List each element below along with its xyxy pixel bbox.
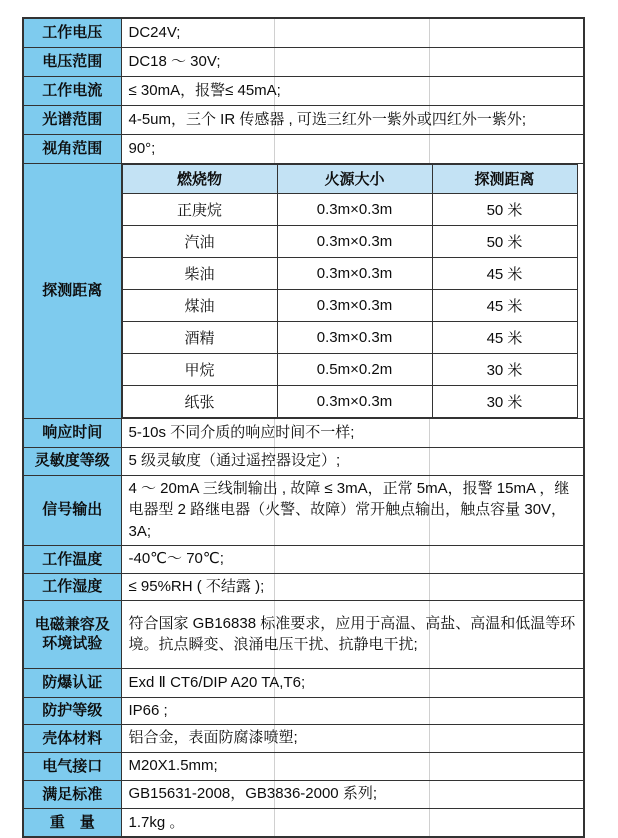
detection-row (122, 321, 577, 353)
detection-header-row (122, 164, 577, 193)
spec-label: 灵敏度等级 (23, 447, 121, 475)
spec-row (23, 105, 584, 134)
spec-label: 光谱范围 (23, 105, 121, 134)
spec-label: 工作温度 (23, 545, 121, 573)
detection-row (122, 289, 577, 321)
spec-label: 电压范围 (23, 47, 121, 76)
spec-row (23, 475, 584, 545)
spec-table (22, 17, 585, 838)
detection-cell: 50 米 (432, 225, 577, 257)
spec-value: Exd Ⅱ CT6/DIP A20 TA,T6; (121, 668, 584, 697)
detection-cell: 煤油 (122, 289, 277, 321)
spec-row (23, 668, 584, 697)
detection-area (121, 163, 584, 418)
detection-cell: 甲烷 (122, 353, 277, 385)
spec-row (23, 18, 584, 47)
spec-row (23, 447, 584, 475)
spec-value: 铝合金，表面防腐漆喷塑; (121, 724, 584, 752)
spec-label: 响应时间 (23, 418, 121, 447)
spec-value: -40℃～ 70℃; (121, 545, 584, 573)
detection-cell: 50 米 (432, 193, 577, 225)
spec-row (23, 418, 584, 447)
detection-cell: 0.3m×0.3m (277, 321, 432, 353)
spec-label: 视角范围 (23, 134, 121, 163)
spec-row (23, 697, 584, 724)
spec-value: IP66 ; (121, 697, 584, 724)
spec-row (23, 752, 584, 780)
detection-cell: 0.3m×0.3m (277, 257, 432, 289)
detection-cell: 汽油 (122, 225, 277, 257)
spec-value: 4 ～ 20mA 三线制输出 , 故障 ≤ 3mA，正常 5mA，报警 15mA ，继电器型 2 路继电器（火警、故障）常开触点输出，触点容量 30V，3A; (121, 475, 584, 545)
spec-row (23, 780, 584, 808)
spec-label: 电气接口 (23, 752, 121, 780)
spec-sheet (22, 17, 585, 838)
spec-label: 工作电流 (23, 76, 121, 105)
spec-value: DC24V; (121, 18, 584, 47)
spec-label: 防护等级 (23, 697, 121, 724)
spec-row (23, 600, 584, 668)
detection-cell: 30 米 (432, 353, 577, 385)
detection-cell: 45 米 (432, 289, 577, 321)
spec-value: ≤ 30mA，报警≤ 45mA; (121, 76, 584, 105)
spec-label: 重 量 (23, 808, 121, 837)
detection-header-distance: 探测距离 (432, 164, 577, 193)
detection-cell: 柴油 (122, 257, 277, 289)
spec-label: 壳体材料 (23, 724, 121, 752)
spec-row (23, 47, 584, 76)
detection-row (122, 225, 577, 257)
detection-cell: 纸张 (122, 385, 277, 417)
spec-value: 5 级灵敏度（通过遥控器设定）; (121, 447, 584, 475)
spec-value: GB15631-2008，GB3836-2000 系列; (121, 780, 584, 808)
spec-label: 工作湿度 (23, 573, 121, 600)
spec-row (23, 724, 584, 752)
detection-row (122, 385, 577, 417)
spec-row (23, 134, 584, 163)
spec-label: 信号输出 (23, 475, 121, 545)
spec-value: M20X1.5mm; (121, 752, 584, 780)
spec-value: 1.7kg 。 (121, 808, 584, 837)
spec-row (23, 545, 584, 573)
spec-value: 5-10s 不同介质的响应时间不一样; (121, 418, 584, 447)
detection-cell: 0.3m×0.3m (277, 193, 432, 225)
spec-label: 工作电压 (23, 18, 121, 47)
spec-row (23, 76, 584, 105)
spec-label: 防爆认证 (23, 668, 121, 697)
spec-row (23, 573, 584, 600)
detection-cell: 正庚烷 (122, 193, 277, 225)
detection-table (122, 164, 578, 418)
spec-label: 电磁兼容及环境试验 (23, 600, 121, 668)
detection-cell: 酒精 (122, 321, 277, 353)
detection-cell: 45 米 (432, 321, 577, 353)
detection-row (122, 193, 577, 225)
detection-header-fuel: 燃烧物 (122, 164, 277, 193)
detection-cell: 0.3m×0.3m (277, 385, 432, 417)
spec-value: 90°; (121, 134, 584, 163)
spec-label: 探测距离 (23, 163, 121, 418)
detection-row (122, 353, 577, 385)
detection-header-firesize: 火源大小 (277, 164, 432, 193)
spec-value: DC18 ～ 30V; (121, 47, 584, 76)
detection-cell: 0.5m×0.2m (277, 353, 432, 385)
detection-cell: 30 米 (432, 385, 577, 417)
spec-value: 4-5um，三个 IR 传感器 , 可选三红外一紫外或四红外一紫外; (121, 105, 584, 134)
spec-value: 符合国家 GB16838 标准要求，应用于高温、高盐、高温和低温等环境。抗点瞬变、浪涌电压干扰、抗静电干扰; (121, 600, 584, 668)
spec-row-detection (23, 163, 584, 418)
detection-cell: 0.3m×0.3m (277, 225, 432, 257)
detection-cell: 0.3m×0.3m (277, 289, 432, 321)
spec-value: ≤ 95%RH ( 不结露 ); (121, 573, 584, 600)
spec-label: 满足标准 (23, 780, 121, 808)
detection-cell: 45 米 (432, 257, 577, 289)
detection-row (122, 257, 577, 289)
